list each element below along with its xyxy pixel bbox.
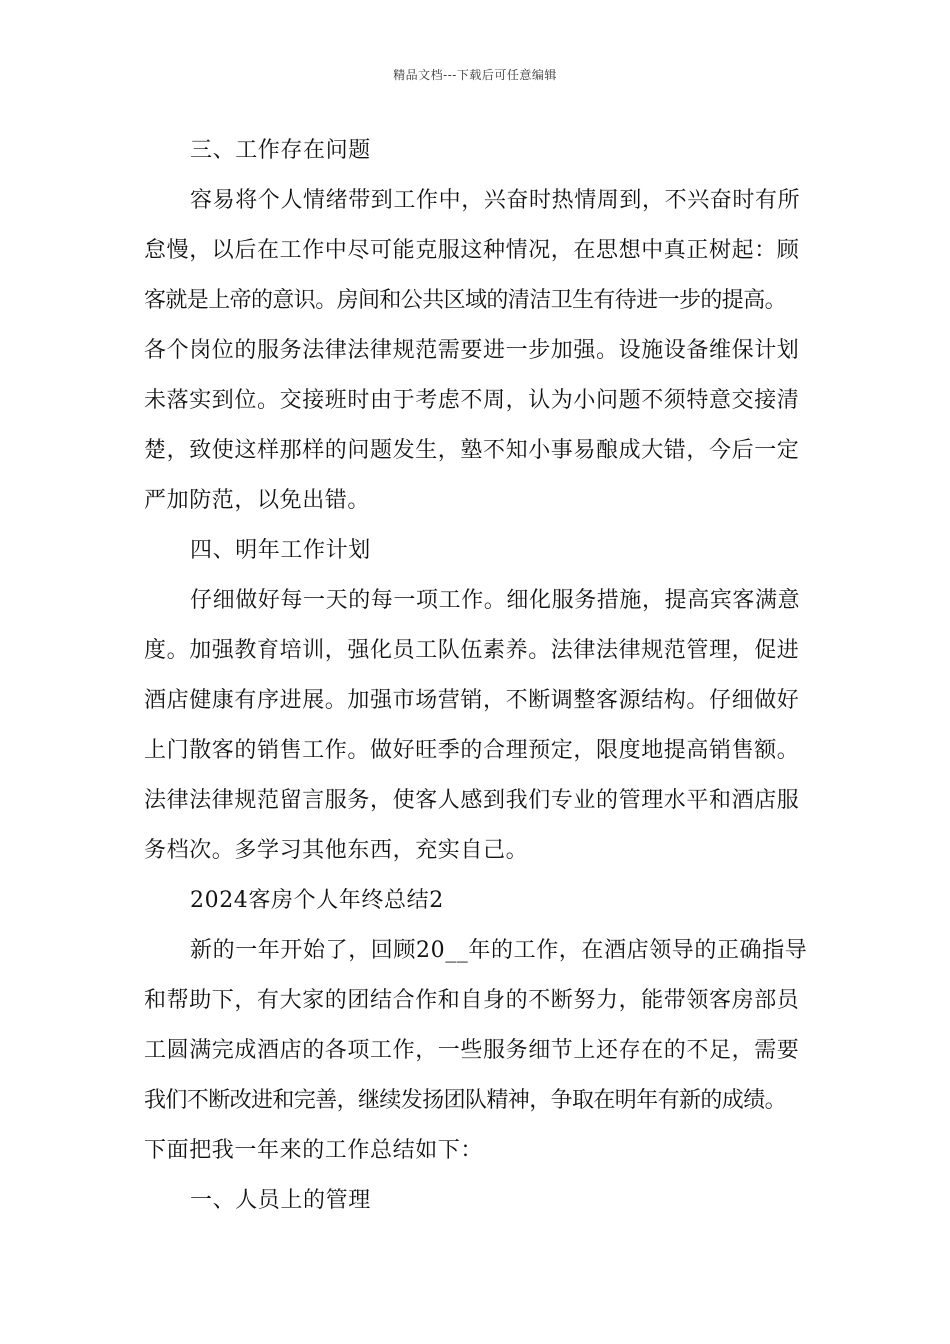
paragraph-line: 下面把我一年来的工作总结如下： — [144, 1138, 484, 1163]
paragraph-line: 我们不断改进和完善，继续发扬团队精神，争取在明年有新的成绩。 — [144, 1088, 787, 1113]
paragraph-line: 度。加强教育培训，强化员工队伍素养。法律法律规范管理，促进 — [144, 638, 800, 663]
paragraph-line: 和帮助下，有大家的团结合作和自身的不断努力，能带领客房部员 — [144, 988, 800, 1013]
paragraph-line: 未落实到位。交接班时由于考虑不周，认为小问题不须特意交接清 — [144, 388, 800, 413]
paragraph-line: 容易将个人情绪带到工作中，兴奋时热情周到，不兴奋时有所 — [190, 188, 801, 213]
page-header: 精品文档---下载后可任意编辑 — [393, 68, 557, 82]
paragraph-line: 各个岗位的服务法律法律规范需要进一步加强。设施设备维保计划 — [144, 338, 800, 363]
document-body — [144, 126, 834, 1226]
section-heading: 三、工作存在问题 — [190, 138, 371, 163]
paragraph-line: 严加防范，以免出错。 — [144, 488, 371, 513]
paragraph-line: 务档次。多学习其他东西，充实自己。 — [144, 838, 529, 863]
paragraph-line: 法律法律规范留言服务，使客人感到我们专业的管理水平和酒店服 — [144, 788, 800, 813]
document-subtitle: 2024客房个人年终总结2 — [190, 888, 444, 913]
paragraph-line: 仔细做好每一天的每一项工作。细化服务措施，提高宾客满意 — [190, 588, 801, 613]
paragraph-line: 客就是上帝的意识。房间和公共区域的清洁卫生有待进一步的提高。 — [144, 288, 787, 313]
section-heading: 四、明年工作计划 — [190, 538, 371, 563]
paragraph-line: 怠慢，以后在工作中尽可能克服这种情况，在思想中真正树起：顾 — [144, 238, 800, 263]
paragraph-line: 工圆满完成酒店的各项工作，一些服务细节上还存在的不足，需要 — [144, 1038, 800, 1063]
paragraph-line: 酒店健康有序进展。加强市场营销，不断调整客源结构。仔细做好 — [144, 688, 800, 713]
paragraph-line: 楚，致使这样那样的问题发生，塾不知小事易酿成大错，今后一定 — [144, 438, 800, 463]
section-heading: 一、人员上的管理 — [190, 1188, 371, 1213]
paragraph-line: 上门散客的销售工作。做好旺季的合理预定，限度地提高销售额。 — [144, 738, 800, 763]
paragraph-line: 新的一年开始了，回顾20__年的工作，在酒店领导的正确指导 — [190, 938, 808, 963]
